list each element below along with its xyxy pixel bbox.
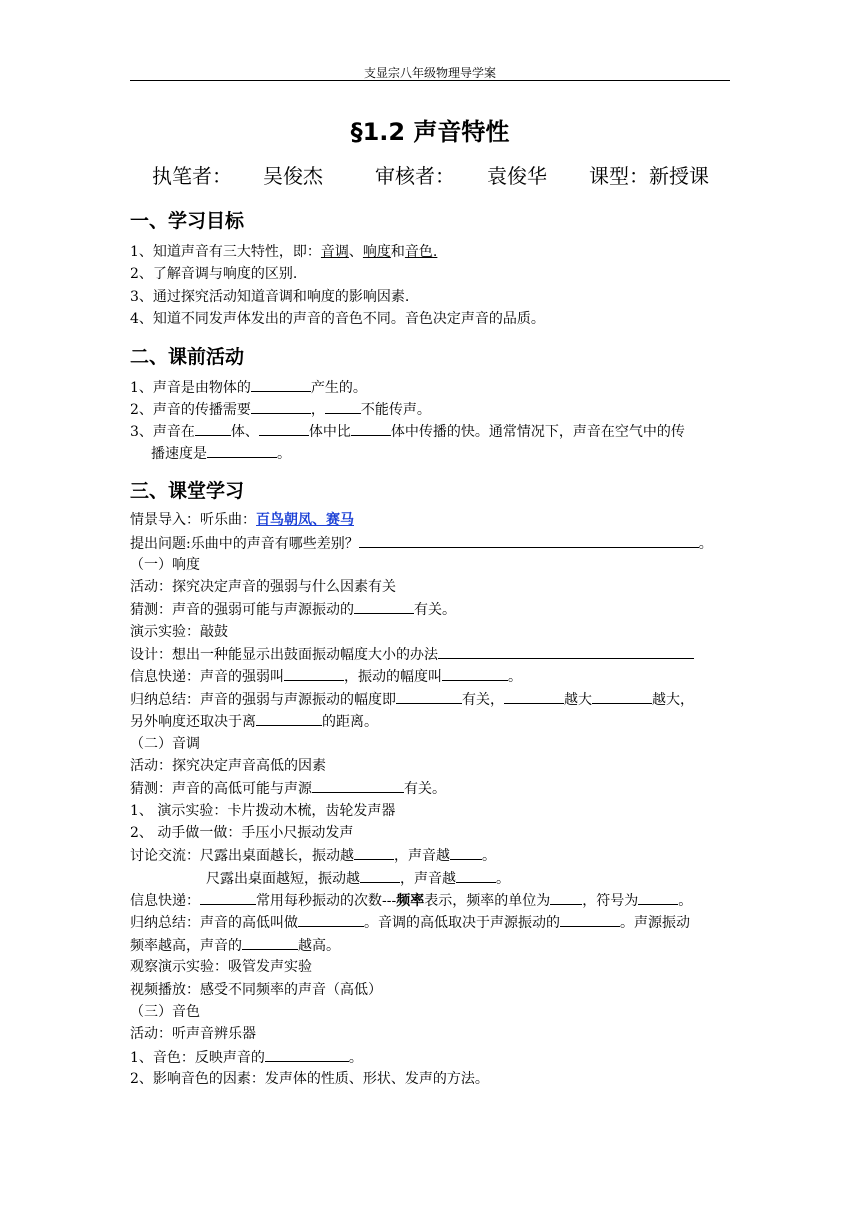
subheading-pitch: （二）音调: [130, 736, 200, 752]
loudness-guess: [130, 599, 456, 620]
header-rule: [130, 80, 730, 81]
text: 越高。: [298, 938, 340, 954]
fill-blank[interactable]: [251, 377, 311, 392]
loudness-design: [130, 644, 694, 665]
fill-blank[interactable]: [396, 689, 462, 704]
pitch-info: [130, 890, 692, 911]
text: 1、声音是由物体的: [130, 380, 251, 396]
text: 有关。: [404, 781, 446, 797]
text: 。: [496, 871, 510, 887]
text: 越大，: [652, 692, 694, 708]
timbre-line-2: 2、影响音色的因素：发声体的性质、形状、发声的方法。: [130, 1071, 489, 1087]
goal-line-4: 4、知道不同发声体发出的声音的音色不同。音色决定声音的品质。: [130, 311, 545, 327]
reviewer-name: 袁俊华: [487, 164, 547, 188]
fill-blank[interactable]: [560, 912, 620, 927]
pitch-experiment-1: 1、 演示实验：卡片拨动木梳，齿轮发声器: [130, 803, 396, 819]
fill-blank[interactable]: [359, 533, 699, 548]
type-label: 课型：: [589, 164, 649, 188]
timbre-activity: 活动：听声音辨乐器: [130, 1026, 256, 1042]
term-frequency: 频率: [396, 893, 425, 909]
fill-blank[interactable]: [442, 666, 508, 681]
text: 2、声音的传播需要: [130, 402, 251, 418]
fill-blank[interactable]: [504, 689, 564, 704]
reviewer-label: 审核者：: [375, 164, 455, 188]
text: 提出问题:乐曲中的声音有哪些差别？: [130, 536, 359, 552]
page-title: §1.2 声音特性: [350, 118, 510, 146]
preclass-line-4: [151, 443, 291, 464]
text: 播速度是: [151, 446, 207, 462]
pitch-activity: 活动：探究决定声音高低的因素: [130, 758, 326, 774]
fill-blank[interactable]: [638, 890, 678, 905]
fill-blank[interactable]: [550, 890, 582, 905]
text: 有关。: [414, 602, 456, 618]
preclass-line-1: [130, 377, 367, 398]
text: 不能传声。: [360, 402, 431, 418]
text: 产生的。: [310, 380, 367, 396]
text: 。音调的高低取决于声源振动的: [364, 915, 560, 931]
conjunction: 和: [390, 244, 405, 260]
text: 另外响度还取决于离: [130, 714, 256, 730]
preclass-line-2: [130, 399, 431, 420]
fill-blank[interactable]: [354, 599, 414, 614]
author-name: 吴俊杰: [263, 164, 323, 188]
text: 1、音色：反映声音的: [130, 1050, 265, 1066]
fill-blank[interactable]: [298, 912, 364, 927]
subheading-timbre: （三）音色: [130, 1004, 200, 1020]
text: 频率越高，声音的: [130, 938, 242, 954]
text: 信息快递：声音的强弱叫: [130, 669, 284, 685]
text: ，振动的幅度叫: [344, 669, 442, 685]
goal-line-1: [130, 242, 437, 262]
fill-blank[interactable]: [284, 666, 344, 681]
text: 。声源振动: [620, 915, 690, 931]
text: 的距离。: [322, 714, 378, 730]
pitch-discussion-2: [206, 868, 510, 889]
text: 。: [678, 893, 693, 909]
timbre-line-1: [130, 1047, 363, 1068]
pitch-summary-2: [130, 935, 340, 956]
goal-1-text: 1、知道声音有三大特性，即：: [130, 244, 321, 260]
text: 体、: [230, 424, 259, 440]
text: 归纳总结：声音的高低叫做: [130, 915, 298, 931]
fill-blank[interactable]: [351, 421, 391, 436]
pitch-discussion-1: [130, 845, 496, 866]
fill-blank[interactable]: [325, 399, 361, 414]
text: 常用每秒振动的次数---: [256, 893, 397, 909]
section-heading-goals: 一、学习目标: [130, 210, 245, 232]
loudness-demo: 演示实验：敲鼓: [130, 624, 228, 640]
fill-blank[interactable]: [456, 868, 496, 883]
text: 尺露出桌面越短，振动越: [206, 871, 360, 887]
separator: 、: [348, 244, 363, 260]
text: 体中比: [308, 424, 351, 440]
term-pitch: 音调: [320, 244, 349, 260]
text: 讨论交流：尺露出桌面越长，振动越: [130, 848, 354, 864]
fill-blank[interactable]: [256, 711, 322, 726]
text: 设计：想出一种能显示出鼓面振动幅度大小的办法: [130, 647, 438, 663]
text: 。: [277, 446, 291, 462]
text: ，声音越: [400, 871, 456, 887]
text: 猜测：声音的高低可能与声源: [130, 781, 312, 797]
text: 归纳总结：声音的强弱与声源振动的幅度即: [130, 692, 396, 708]
fill-blank[interactable]: [354, 845, 394, 860]
text: 有关，: [462, 692, 504, 708]
text: 。: [698, 536, 713, 552]
loudness-summary: [130, 689, 694, 710]
text: ，: [310, 402, 325, 418]
text: 猜测：声音的强弱可能与声源振动的: [130, 602, 354, 618]
music-link[interactable]: 百鸟朝凤、赛马: [256, 512, 354, 528]
author-label: 执笔者：: [152, 164, 232, 188]
fill-blank[interactable]: [592, 689, 652, 704]
term-timbre: 音色.: [404, 244, 438, 260]
loudness-activity: 活动：探究决定声音的强弱与什么因素有关: [130, 579, 396, 595]
fill-blank[interactable]: [438, 644, 694, 659]
text: 越大: [564, 692, 592, 708]
goal-line-2: 2、了解音调与响度的区别.: [130, 266, 298, 282]
fill-blank[interactable]: [242, 935, 298, 950]
fill-blank[interactable]: [450, 845, 482, 860]
fill-blank[interactable]: [200, 890, 256, 905]
question-line: [130, 533, 713, 554]
text: 。: [348, 1050, 363, 1066]
fill-blank[interactable]: [360, 868, 400, 883]
text: 体中传播的快。通常情况下，声音在空气中的传: [390, 424, 685, 440]
fill-blank[interactable]: [312, 778, 404, 793]
preclass-line-3: [130, 421, 685, 442]
fill-blank[interactable]: [251, 399, 311, 414]
text: ，符号为: [582, 893, 639, 909]
subheading-loudness: （一）响度: [130, 557, 200, 573]
fill-blank[interactable]: [207, 443, 277, 458]
text: 。: [482, 848, 496, 864]
text: 。: [508, 669, 522, 685]
type-value: 新授课: [649, 164, 709, 188]
term-loudness: 响度: [362, 244, 391, 260]
pitch-summary: [130, 912, 690, 933]
text: 情景导入：听乐曲：: [130, 512, 256, 528]
text: ，声音越: [394, 848, 450, 864]
text: 信息快递：: [130, 893, 200, 909]
fill-blank[interactable]: [259, 421, 309, 436]
section-heading-preclass: 二、课前活动: [130, 346, 245, 368]
fill-blank[interactable]: [265, 1047, 349, 1062]
section-heading-classroom: 三、课堂学习: [130, 480, 245, 502]
text: 表示，频率的单位为: [424, 893, 551, 909]
pitch-observe: 观察演示实验：吸管发声实验: [130, 959, 312, 975]
loudness-info: [130, 666, 522, 687]
loudness-summary-2: [130, 711, 378, 732]
pitch-guess: [130, 778, 446, 799]
pitch-video: 视频播放：感受不同频率的声音（高低）: [130, 982, 382, 998]
intro-line: [130, 510, 354, 530]
fill-blank[interactable]: [195, 421, 231, 436]
pitch-experiment-2: 2、 动手做一做：手压小尺振动发声: [130, 825, 354, 841]
running-header: 支显宗八年级物理导学案: [363, 66, 496, 80]
text: 3、声音在: [130, 424, 195, 440]
goal-line-3: 3、通过探究活动知道音调和响度的影响因素.: [130, 289, 410, 305]
